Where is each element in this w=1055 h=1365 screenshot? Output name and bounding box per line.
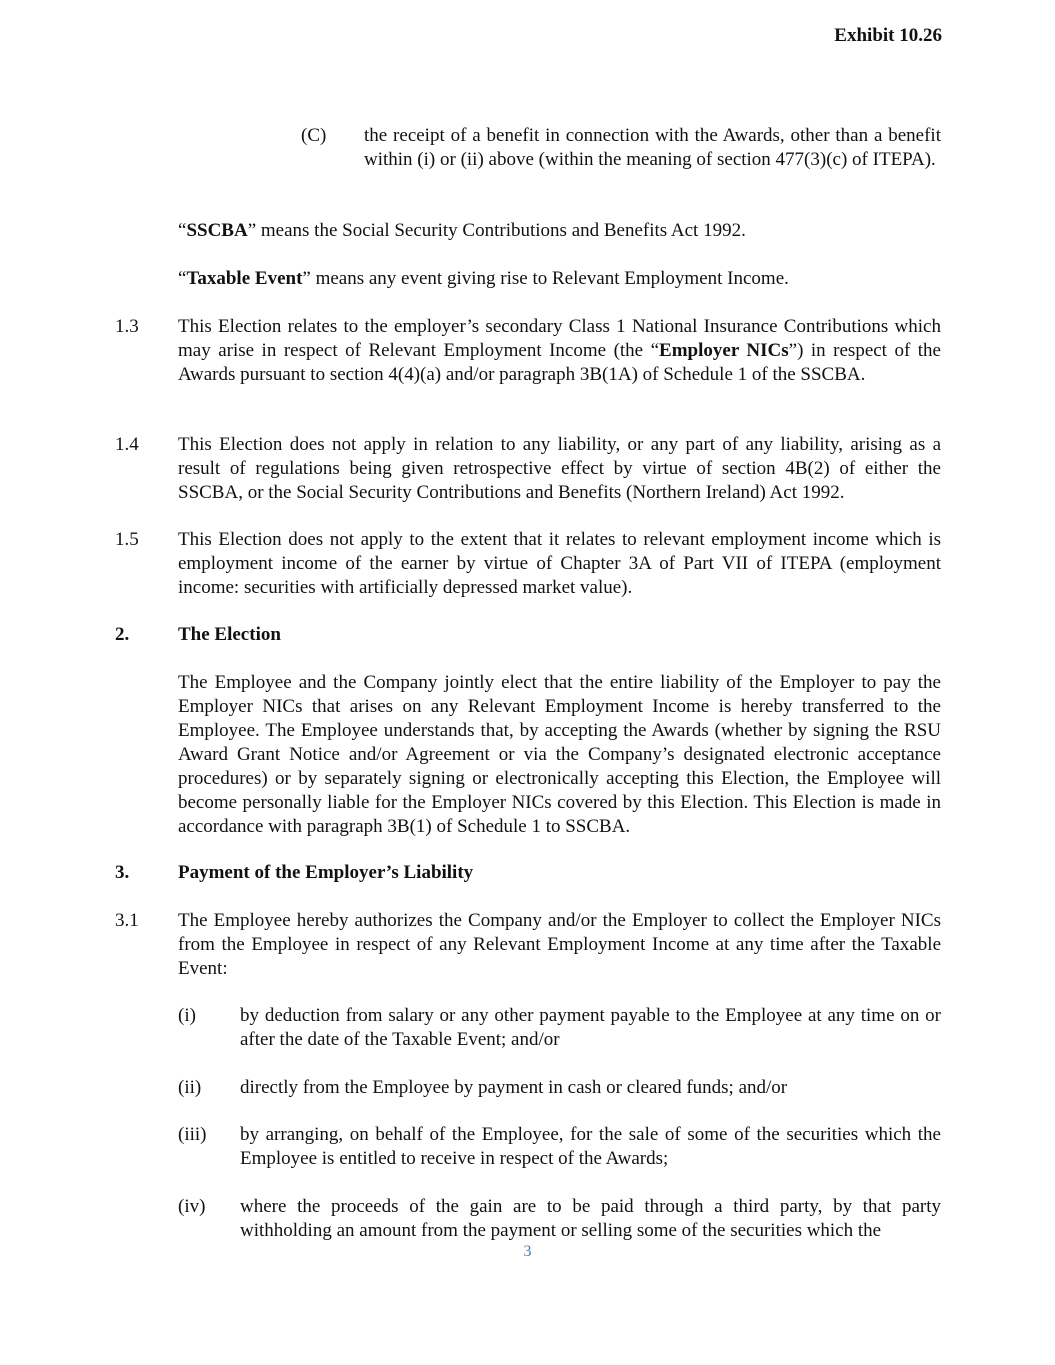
list-item-label: (iv): [178, 1196, 206, 1217]
taxable-text: ” means any event giving rise to Relevant Employment Income.: [302, 268, 789, 289]
item-c-text: the receipt of a benefit in connection with the Awards, other than a benefit within (i) or (ii) above (within the meaning of section 477(3)(c) of ITEPA).: [364, 125, 941, 170]
section-1-3-text-b: ”) in respect of the Awards pursuant to section 4(4)(a) and/or paragraph 3B(1A) of Schedule 1 of the SSCBA.: [178, 340, 941, 385]
section-1-4-number: 1.4: [115, 434, 139, 455]
section-1-3-text-a: This Election relates to the employer’s secondary Class 1 National Insurance Contributions which may arise in respect of Relevant Employment Income (the “: [178, 316, 941, 361]
list-item-label: (ii): [178, 1077, 202, 1098]
section-2-title: The Election: [178, 624, 281, 645]
sscba-open-quote: “: [178, 220, 187, 241]
section-1-5-text: This Election does not apply to the extent that it relates to relevant employment income which is employment income of the earner by virtue of Chapter 3A of Part VII of ITEPA (employment income: securities with artificially depressed market value).: [178, 529, 941, 598]
section-3-title: Payment of the Employer’s Liability: [178, 862, 474, 883]
item-c-label: (C): [301, 125, 327, 146]
section-1-5-number: 1.5: [115, 529, 139, 550]
section-3-number: 3.: [115, 862, 130, 883]
sscba-text: ” means the Social Security Contributions and Benefits Act 1992.: [247, 220, 746, 241]
exhibit-label: Exhibit 10.26: [834, 25, 942, 46]
section-1-3-bold-term: Employer NICs: [659, 340, 789, 361]
section-1-3-number: 1.3: [115, 316, 139, 337]
taxable-open-quote: “: [178, 268, 187, 289]
list-item-text: by deduction from salary or any other payment payable to the Employee at any time on or after the date of the Taxable Event; and/or: [240, 1005, 941, 1050]
section-1-4-text: This Election does not apply in relation to any liability, or any part of any liability, arising as a result of regulations being given retrospective effect by virtue of section 4B(2) of either the SSCBA, or the Social Security Contributions and Benefits (Northern Ireland) Act 1992.: [178, 434, 941, 503]
list-item-label: (iii): [178, 1124, 207, 1145]
section-3-1-text: The Employee hereby authorizes the Company and/or the Employer to collect the Employer NICs from the Employee in respect of any Relevant Employment Income at any time after the Taxable Event:: [178, 910, 941, 979]
section-3-1-number: 3.1: [115, 910, 139, 931]
list-item-text: where the proceeds of the gain are to be paid through a third party, by that party withholding an amount from the payment or selling some of the securities which the: [240, 1196, 941, 1241]
list-item-label: (i): [178, 1005, 196, 1026]
list-item-text: directly from the Employee by payment in cash or cleared funds; and/or: [240, 1077, 788, 1098]
section-2-text: The Employee and the Company jointly elect that the entire liability of the Employer to pay the Employer NICs that arises on any Relevant Employment Income is hereby transferred to the Employee. The Employee understands that, by accepting the Awards (whether by signing the RSU Award Grant Notice and/or Agreement or via the Company’s designated electronic acceptance procedures) or by separately signing or electronically accepting this Election, the Employee will become personally liable for the Employer NICs covered by this Election. This Election is made in accordance with paragraph 3B(1) of Schedule 1 to SSCBA.: [178, 672, 941, 837]
taxable-term: Taxable Event: [186, 268, 303, 289]
section-2-number: 2.: [115, 624, 130, 645]
page-number: 3: [523, 1243, 532, 1260]
list-item-text: by arranging, on behalf of the Employee, for the sale of some of the securities which the Employee is entitled to receive in respect of the Awards;: [240, 1124, 941, 1169]
sscba-term: SSCBA: [186, 220, 248, 241]
